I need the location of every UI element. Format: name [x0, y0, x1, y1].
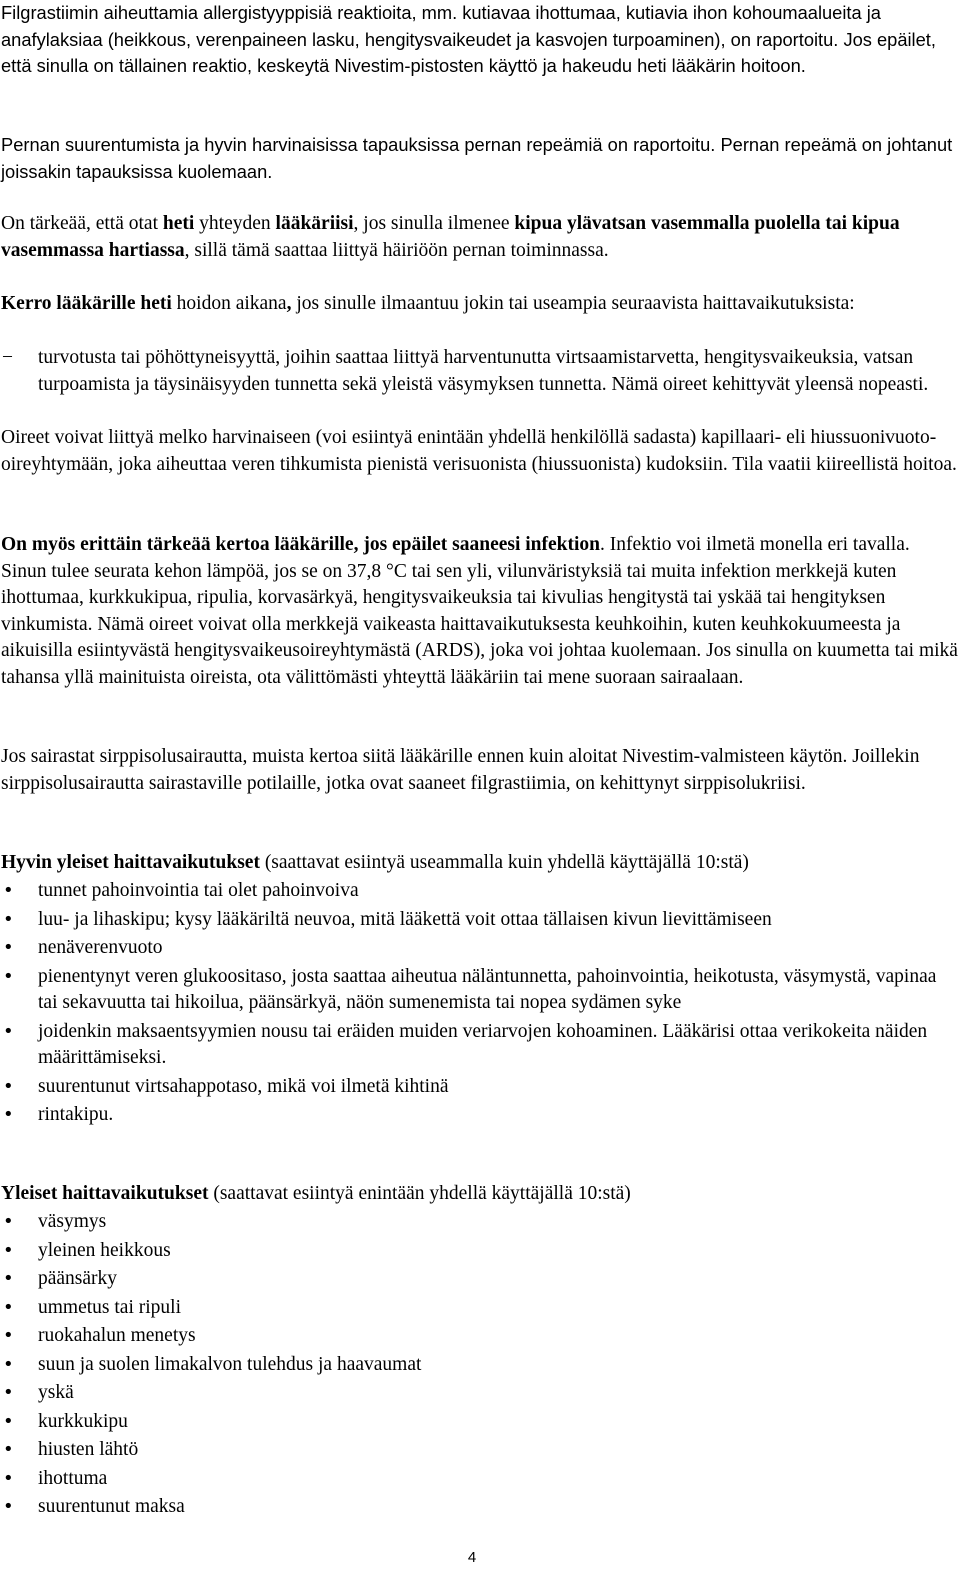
text-run: (saattavat esiintyä enintään yhdellä käyttäjällä 10:stä): [208, 1183, 631, 1204]
list-item: • yskä: [1, 1380, 959, 1407]
bold-run: Kerro lääkärille heti: [1, 293, 172, 314]
very-common-heading: [1, 850, 959, 877]
list-item: • hiusten lähtö: [1, 1437, 959, 1464]
list-item: • väsymys: [1, 1209, 959, 1236]
tell-doctor-paragraph: [1, 291, 959, 318]
common-heading: [1, 1181, 959, 1208]
very-common-list: [1, 878, 959, 1129]
list-item: • tunnet pahoinvointia tai olet pahoinvoiva: [1, 878, 959, 905]
text-run: yhteyden: [194, 213, 276, 234]
list-item: • rintakipu.: [1, 1102, 959, 1129]
bold-run: kipua ylävatsan vasemmalla puolella tai kipua vasemmassa hartiassa: [1, 213, 900, 261]
bold-run: ,: [286, 293, 292, 314]
page-number: 4: [467, 1549, 477, 1566]
bold-run: lääkäriisi: [275, 213, 354, 234]
list-item: • päänsärky: [1, 1266, 959, 1293]
list-item: • kurkkukipu: [1, 1409, 959, 1436]
bold-run: Yleiset haittavaikutukset: [1, 1183, 209, 1204]
spleen-paragraph: Pernan suurentumista ja hyvin harvinaisissa tapauksissa pernan repeämiä on raportoitu. Pernan repeämä on johtanut joissakin tapauksissa kuolemaan.: [1, 134, 953, 182]
list-item: • ruokahalun menetys: [1, 1323, 959, 1350]
list-item: • suun ja suolen limakalvon tulehdus ja haavaumat: [1, 1352, 959, 1379]
list-item: • luu- ja lihaskipu; kysy lääkäriltä neuvoa, mitä lääkettä voit ottaa tällaisen kivun lievittämiseen: [1, 907, 959, 934]
sickle-cell-paragraph: Jos sairastat sirppisolusairautta, muista kertoa siitä lääkärille ennen kuin aloitat Nivestim-valmisteen käytön. Joillekin sirppisolusairautta sairastaville potilaille, jotka ovat saaneet filgrastiimia, on kehittynyt sirppisolukriisi.: [1, 746, 920, 794]
text-run: (saattavat esiintyä useammalla kuin yhdellä käyttäjällä 10:stä): [259, 852, 749, 873]
allergy-paragraph: Filgrastiimin aiheuttamia allergistyyppisiä reaktioita, mm. kutiavaa ihottumaa, kutiavia ihon kohoumaalueita ja anafylaksiaa (heikkous, verenpaineen lasku, hengitysvaikeudet ja kasvojen turpoaminen), on raportoitu. Jos epäilet, että sinulla on tällainen reaktio, keskeytä Nivestim-pistosten käyttö ja hakeudu heti lääkärin hoitoon.: [1, 2, 936, 76]
list-item: • joidenkin maksaentsyymien nousu tai eräiden muiden veriarvojen kohoaminen. Lääkärisi ottaa verikokeita näiden määrittämiseksi.: [1, 1019, 959, 1072]
list-item: • ummetus tai ripuli: [1, 1295, 959, 1322]
text-run: hoidon aikana: [171, 293, 287, 314]
text-run: , jos sinulla ilmenee: [353, 213, 515, 234]
bold-run: On myös erittäin tärkeää kertoa lääkärille, jos epäilet saaneesi infektion: [1, 534, 601, 555]
capillary-leak-paragraph: Oireet voivat liittyä melko harvinaiseen (voi esiintyä enintään yhdellä henkilöllä sadasta) kapillaari- eli hiussuonivuoto-oireyhtymään, joka aiheuttaa veren tihkumista pienistä verisuonista (hiussuonista) kudoksiin. Tila vaatii kiireellistä hoitoa.: [1, 427, 957, 475]
list-item: • ihottuma: [1, 1466, 959, 1493]
dash-list: [1, 345, 959, 398]
bold-run: Hyvin yleiset haittavaikutukset: [1, 852, 260, 873]
list-item: • nenäverenvuoto: [1, 935, 959, 962]
list-item: • suurentunut maksa: [1, 1494, 959, 1521]
bold-run: heti: [162, 213, 195, 234]
text-run: , sillä tämä saattaa liittyä häiriöön pernan toiminnassa.: [184, 239, 609, 261]
list-item: • pienentynyt veren glukoositaso, josta saattaa aiheutua näläntunnetta, pahoinvointia, heikotusta, väsymystä, vapinaa tai sekavuutta tai hikoilua, päänsärkyä, näön sumenemista tai nopea sydämen syke: [1, 964, 959, 1017]
list-item: − turvotusta tai pöhöttyneisyyttä, joihin saattaa liittyä harventunutta virtsaamistarvetta, hengitysvaikeuksia, vatsan turpoamista ja täysinäisyyden tunnetta sekä yleistä väsymyksen tunnetta. Nämä oireet kehittyvät yleensä nopeasti.: [1, 345, 959, 398]
text-run: On tärkeää, että otat: [1, 213, 163, 234]
list-item: • suurentunut virtsahappotaso, mikä voi ilmetä kihtinä: [1, 1074, 959, 1101]
common-list: [1, 1209, 959, 1521]
spleen-warning-paragraph: [1, 211, 959, 264]
text-run: jos sinulle ilmaantuu jokin tai useampia seuraavista haittavaikutuksista:: [291, 293, 855, 314]
infection-paragraph: [1, 532, 959, 691]
list-item: • yleinen heikkous: [1, 1238, 959, 1265]
text-run: . Infektio voi ilmetä monella eri tavalla. Sinun tulee seurata kehon lämpöä, jos se on 37,8 °C tai sen yli, vilunväristyksiä tai muita infektion merkkejä kuten ihottumaa, kurkkukipua, ripulia, korvasärkyä, hengitysvaikeuksia tai kivulias hengitystä tai yskää tai hengityksen vinkumista. Nämä oireet voivat olla merkkejä vaikeasta haittavaikutuksesta keuhkoihin, kuten keuhkokuumeesta ja aikuisilla esiintyvästä hengitysvaikeusoireyhtymästä (ARDS), joka voi johtaa kuolemaan. Jos sinulla on kuumetta tai mikä tahansa yllä mainituista oireista, ota välittömästi yhteyttä lääkäriin tai mene suoraan sairaalaan.: [1, 534, 958, 688]
